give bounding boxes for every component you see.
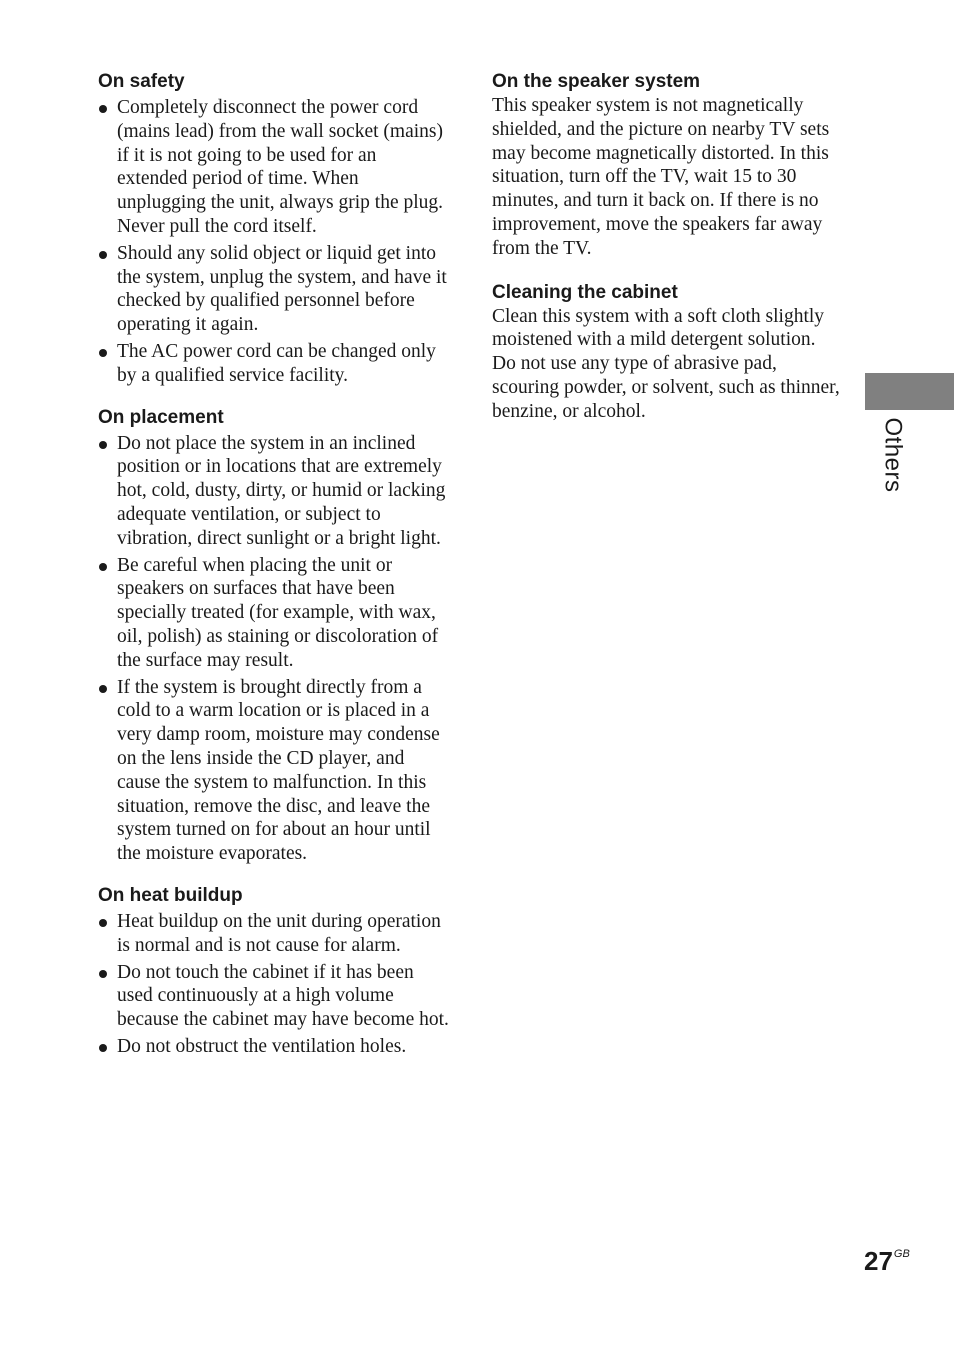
- section-heading: On heat buildup: [98, 884, 243, 906]
- list-item-text: The AC power cord can be changed only by a qualified service facility.: [117, 340, 436, 386]
- list-item: [98, 432, 450, 551]
- list-item: [98, 910, 450, 958]
- page-number-value: 27: [864, 1246, 893, 1276]
- bullet-icon: [99, 563, 107, 571]
- side-tab-label-text: Others: [880, 417, 907, 493]
- bullet-list: [98, 432, 450, 866]
- bullet-icon: [99, 251, 107, 259]
- bullet-icon: [99, 685, 107, 693]
- section-on-safety: [98, 70, 450, 388]
- list-item-text: Do not touch the cabinet if it has been used continuously at a high volume because the cabinet may have become hot.: [117, 961, 449, 1031]
- list-item: [98, 340, 450, 388]
- section-heading: On placement: [98, 406, 224, 428]
- list-item: [98, 961, 450, 1032]
- section-on-heat-buildup: [98, 884, 450, 1059]
- section-heading: On the speaker system: [492, 71, 701, 92]
- list-item-text: Do not place the system in an inclined position or in locations that are extremely hot, cold, dusty, dirty, or humid or lacking adequate ventilation, or subject to vibration, direct sunlight or a bright light.: [117, 432, 446, 549]
- list-item-text: Heat buildup on the unit during operation is normal and is not cause for alarm.: [117, 910, 441, 956]
- list-item: [98, 1035, 450, 1059]
- bullet-icon: [99, 441, 107, 449]
- list-item: [98, 242, 450, 337]
- section-on-placement: [98, 406, 450, 866]
- section-body-text: Clean this system with a soft cloth slightly moistened with a mild detergent solution. Do not use any type of abrasive pad, scouring powder, or solvent, such as thinner, benzine, or alcohol.: [492, 305, 840, 422]
- left-column: [98, 70, 450, 1077]
- list-item: [98, 96, 450, 239]
- bullet-icon: [99, 349, 107, 357]
- list-item-text: If the system is brought directly from a cold to a warm location or is placed in a very damp room, moisture may condense on the lens inside the CD player, and cause the system to malfunction. In this situation, remove the disc, and leave the system turned on for about an hour until the moisture evaporates.: [117, 676, 440, 865]
- bullet-icon: [99, 1044, 107, 1052]
- section-heading: Cleaning the cabinet: [492, 281, 678, 303]
- section-cleaning-cabinet: [492, 281, 842, 424]
- side-tab-marker: [865, 373, 954, 410]
- section-heading: On safety: [98, 71, 185, 92]
- bullet-list: [98, 910, 450, 1059]
- list-item-text: Be careful when placing the unit or speakers on surfaces that have been specially treated (for example, with wax, oil, polish) as staining or discoloration of the surface may result.: [117, 554, 439, 671]
- section-speaker-system: [492, 70, 842, 261]
- page-number: [864, 1246, 910, 1277]
- section-body-text: This speaker system is not magnetically shielded, and the picture on nearby TV sets may become magnetically distorted. In this situation, turn off the TV, wait 15 to 30 minutes, and turn it back on. If there is no improvement, move the speakers far away from the TV.: [492, 95, 830, 259]
- bullet-icon: [99, 919, 107, 927]
- right-column: [492, 70, 842, 442]
- page-number-suffix: GB: [893, 1248, 910, 1261]
- list-item: [98, 676, 450, 866]
- list-item-text: Completely disconnect the power cord (mains lead) from the wall socket (mains) if it is not going to be used for an extended period of time. When unplugging the unit, always grip the plug. Never pull the cord itself.: [117, 97, 444, 237]
- bullet-icon: [99, 970, 107, 978]
- list-item-text: Should any solid object or liquid get into the system, unplug the system, and have it checked by qualified personnel before operating it again.: [117, 242, 447, 336]
- side-tab-label: [858, 410, 928, 500]
- list-item-text: Do not obstruct the ventilation holes.: [117, 1035, 407, 1057]
- bullet-icon: [99, 105, 107, 113]
- list-item: [98, 554, 450, 673]
- bullet-list: [98, 96, 450, 388]
